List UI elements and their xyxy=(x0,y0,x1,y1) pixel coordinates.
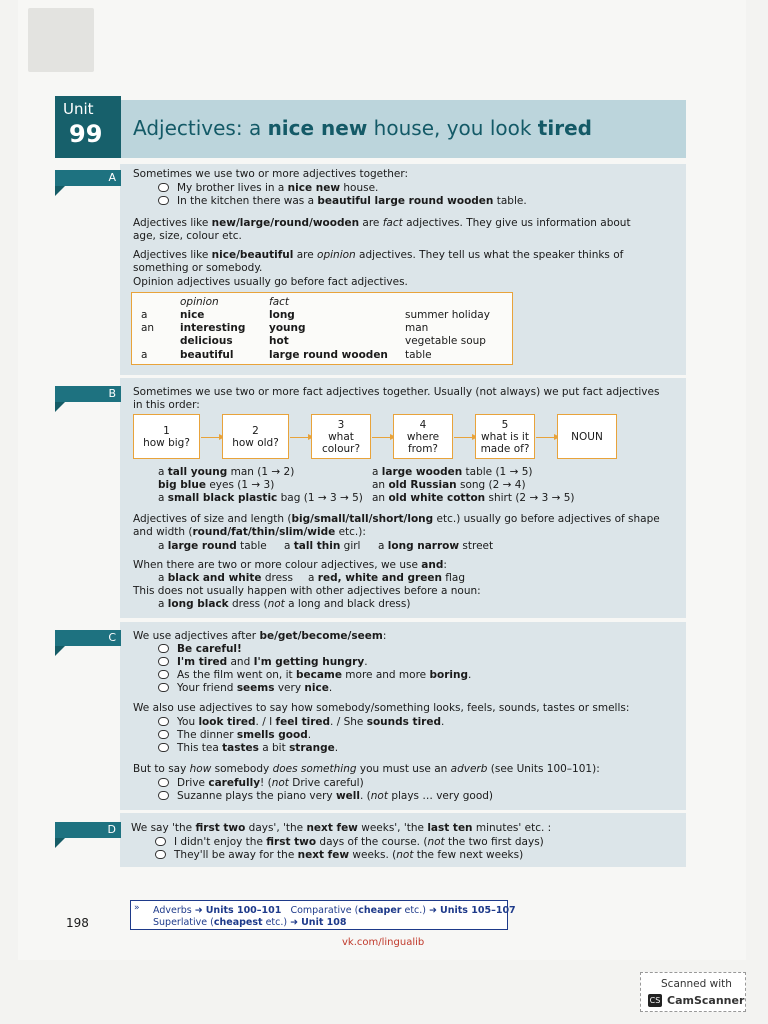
c-also: We also use adjectives to say how somebody/something looks, feels, sounds, tastes or smells: xyxy=(133,702,630,714)
c-example: I'm tired and I'm getting hungry. xyxy=(158,656,368,669)
cross-reference-box xyxy=(130,900,516,930)
b-intro-1: Sometimes we use two or more fact adjectives together. Usually (not always) we put fact adjectives xyxy=(133,386,660,398)
b-colour-line: When there are two or more colour adjectives, we use and: xyxy=(133,559,447,571)
b-example: a long narrow street xyxy=(378,540,494,552)
page-number: 198 xyxy=(66,916,89,930)
audio-icon xyxy=(158,743,169,752)
unit-label: Unit xyxy=(63,100,94,118)
b-example: a tall young man (1 → 2) xyxy=(158,466,295,478)
audio-icon xyxy=(158,717,169,726)
a-example-1: My brother lives in a nice new house. xyxy=(158,182,378,195)
arrow-right-icon xyxy=(454,437,476,438)
order-box-origin: 4 where from? xyxy=(393,414,453,459)
b-noun-line: This does not usually happen with other adjectives before a noun: xyxy=(133,585,481,597)
a-fact-line-1: Adjectives like new/large/round/wooden are fact adjectives. They give us information about xyxy=(133,217,631,229)
c-example: You look tired. / I feel tired. / She sounds tired. xyxy=(158,716,444,729)
c-example: The dinner smells good. xyxy=(158,729,311,742)
table-header-fact: fact xyxy=(269,296,290,308)
b-example: a black and white dress xyxy=(158,572,293,584)
b-example: big blue eyes (1 → 3) xyxy=(158,479,275,491)
double-chevron-icon: » xyxy=(134,903,140,913)
section-c-marker: C xyxy=(55,630,121,646)
arrow-right-icon xyxy=(536,437,558,438)
audio-icon xyxy=(158,644,169,653)
b-example: an old white cotton shirt (2 → 3 → 5) xyxy=(372,492,575,504)
reference-line-2: Superlative (cheapest etc.) ➜ Unit 108 xyxy=(153,917,347,928)
order-box-noun: NOUN xyxy=(557,414,617,459)
order-box-age: 2 how old? xyxy=(222,414,289,459)
b-example: a red, white and green flag xyxy=(308,572,466,584)
unit-badge xyxy=(55,96,121,158)
a-opinion-line-3: Opinion adjectives usually go before fact adjectives. xyxy=(133,276,408,288)
audio-icon xyxy=(158,791,169,800)
d-example: I didn't enjoy the first two days of the course. (not the two first days) xyxy=(155,836,544,849)
c-example: Suzanne plays the piano very well. (not plays … very good) xyxy=(158,790,493,803)
c-but: But to say how somebody does something you must use an adverb (see Units 100–101): xyxy=(133,763,600,775)
order-box-colour: 3 what colour? xyxy=(311,414,371,459)
section-a-marker: A xyxy=(55,170,121,186)
audio-icon xyxy=(158,670,169,679)
camscanner-logo-icon: CS xyxy=(649,996,661,1005)
b-example: an old Russian song (2 → 4) xyxy=(372,479,526,491)
b-example: a large wooden table (1 → 5) xyxy=(372,466,533,478)
scanner-line-1: Scanned with xyxy=(661,978,732,990)
scanner-badge xyxy=(640,972,746,1012)
audio-icon xyxy=(158,778,169,787)
audio-icon xyxy=(158,183,169,192)
section-b-marker: B xyxy=(55,386,121,402)
c-example: Be careful! xyxy=(158,643,242,656)
arrow-right-icon xyxy=(290,437,312,438)
d-example: They'll be away for the next few weeks. (not the few next weeks) xyxy=(155,849,523,862)
a-opinion-line-2: something or somebody. xyxy=(133,262,263,274)
audio-icon xyxy=(158,683,169,692)
section-d-marker: D xyxy=(55,822,121,838)
bleed-through-mark xyxy=(28,8,94,72)
b-example: a tall thin girl xyxy=(284,540,361,552)
audio-icon xyxy=(155,837,166,846)
a-opinion-line-1: Adjectives like nice/beautiful are opinion adjectives. They tell us what the speaker thinks of xyxy=(133,249,624,261)
order-box-size: 1 how big? xyxy=(133,414,200,459)
d-intro: We say 'the first two days', 'the next few weeks', 'the last ten minutes' etc. : xyxy=(131,822,552,834)
arrow-right-icon xyxy=(372,437,394,438)
c-example: As the film went on, it became more and more boring. xyxy=(158,669,471,682)
c-intro: We use adjectives after be/get/become/seem: xyxy=(133,630,387,642)
order-box-material: 5 what is it made of? xyxy=(475,414,535,459)
page-title: Adjectives: a nice new house, you look tired xyxy=(133,116,592,140)
arrow-right-icon xyxy=(201,437,223,438)
scanner-line-2: CamScanner xyxy=(667,994,745,1007)
watermark-link: vk.com/lingualib xyxy=(342,937,425,948)
b-intro-2: in this order: xyxy=(133,399,200,411)
audio-icon xyxy=(155,850,166,859)
audio-icon xyxy=(158,196,169,205)
c-example: Your friend seems very nice. xyxy=(158,682,332,695)
c-example: This tea tastes a bit strange. xyxy=(158,742,338,755)
audio-icon xyxy=(158,730,169,739)
b-size-line-2: and width (round/fat/thin/slim/wide etc.): xyxy=(133,526,366,538)
a-intro: Sometimes we use two or more adjectives together: xyxy=(133,168,409,180)
b-example: a large round table xyxy=(158,540,267,552)
b-example: a small black plastic bag (1 → 3 → 5) xyxy=(158,492,363,504)
unit-number: 99 xyxy=(69,120,103,148)
c-example: Drive carefully! (not Drive careful) xyxy=(158,777,364,790)
b-example: a long black dress (not a long and black dress) xyxy=(158,598,411,610)
table-header-opinion: opinion xyxy=(180,296,219,308)
b-size-line-1: Adjectives of size and length (big/small/tall/short/long etc.) usually go before adjectives of shape xyxy=(133,513,660,525)
reference-line-1: Adverbs ➜ Units 100–101 Comparative (cheaper etc.) ➜ Units 105–107 xyxy=(153,905,516,916)
audio-icon xyxy=(158,657,169,666)
a-example-2: In the kitchen there was a beautiful large round wooden table. xyxy=(158,195,527,208)
a-fact-line-2: age, size, colour etc. xyxy=(133,230,242,242)
